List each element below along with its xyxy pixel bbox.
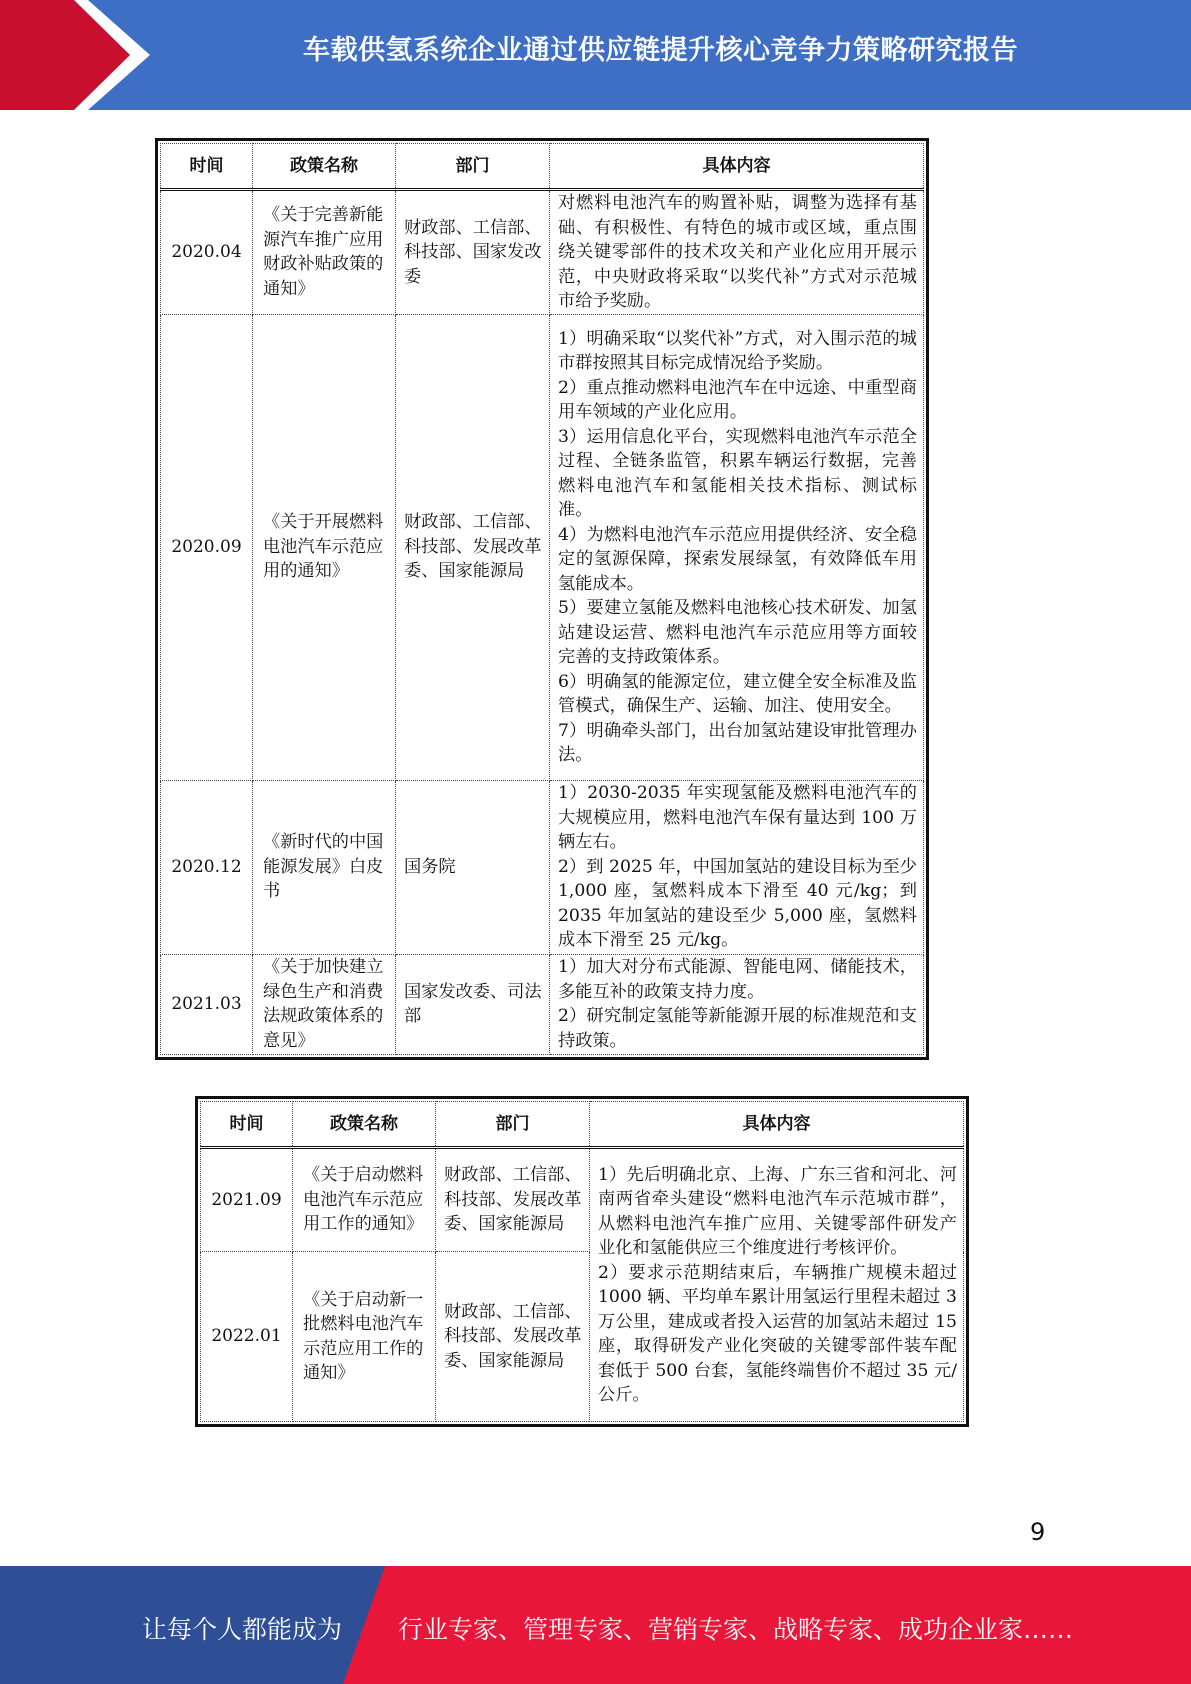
detail-line: 2）研究制定氢能等新能源开展的标准规范和支持政策。 bbox=[558, 1006, 917, 1051]
row-policy-name: 《关于完善新能源汽车推广应用财政补贴政策的通知》 bbox=[253, 190, 396, 315]
table-row bbox=[161, 314, 924, 780]
detail-line: 5）要建立氢能及燃料电池核心技术研发、加氢站建设运营、燃料电池汽车示范应用等方面较完善的支持政策体系。 bbox=[558, 598, 917, 667]
col-header-dept: 部门 bbox=[396, 144, 550, 190]
page-header bbox=[0, 0, 1191, 110]
row-policy-name: 《新时代的中国能源发展》白皮书 bbox=[253, 780, 396, 954]
detail-line: 6）明确氢的能源定位，建立健全安全标准及监管模式，确保生产、运输、加注、使用安全。 bbox=[558, 671, 917, 716]
row-detail bbox=[550, 314, 924, 780]
footer-slogan-left: 让每个人都能成为 bbox=[142, 1615, 343, 1644]
detail-line: 2）要求示范期结束后，车辆推广规模未超过 1000 辆、平均单车累计用氢运行里程未超过 3 万公里，建成或者投入运营的加氢站未超过 15 座，取得研发产业化突破的关键零部件装车配套低于 500 台套，氢能终端售价不超过 35 元/公斤。 bbox=[598, 1262, 957, 1405]
row-detail bbox=[550, 780, 924, 954]
row-date: 2021.03 bbox=[161, 954, 253, 1054]
col-header-dept: 部门 bbox=[436, 1102, 590, 1148]
page-number: 9 bbox=[1030, 1518, 1046, 1546]
col-header-detail: 具体内容 bbox=[590, 1102, 964, 1148]
detail-line: 4）为燃料电池汽车示范应用提供经济、安全稳定的氢源保障，探索发展绿氢，有效降低车用氢能成本。 bbox=[558, 524, 917, 594]
detail-line: 1）先后明确北京、上海、广东三省和河北、河南两省牵头建设“燃料电池汽车示范城市群”，从燃料电池汽车推广应用、关键零部件研发产业化和氢能供应三个维度进行考核评价。 bbox=[598, 1164, 957, 1258]
policy-table-1 bbox=[155, 138, 929, 1060]
chevron-logo-icon bbox=[0, 0, 150, 110]
table-header-row bbox=[201, 1102, 964, 1148]
detail-line: 1）2030-2035 年实现氢能及燃料电池汽车的大规模应用，燃料电池汽车保有量达到 100 万辆左右。 bbox=[558, 783, 917, 853]
row-department: 财政部、工信部、科技部、发展改革委、国家能源局 bbox=[396, 314, 550, 780]
table-row bbox=[161, 190, 924, 315]
col-header-detail: 具体内容 bbox=[550, 144, 924, 190]
row-date: 2021.09 bbox=[201, 1148, 293, 1252]
row-department: 财政部、工信部、科技部、发展改革委、国家能源局 bbox=[436, 1148, 590, 1252]
table-row bbox=[161, 780, 924, 954]
detail-line: 对燃料电池汽车的购置补贴，调整为选择有基础、有积极性、有特色的城市或区域，重点围绕关键零部件的技术攻关和产业化应用开展示范，中央财政将采取“以奖代补”方式对示范城市给予奖励。 bbox=[558, 193, 917, 311]
detail-line: 3）运用信息化平台，实现燃料电池汽车示范全过程、全链条监管，积累车辆运行数据，完善燃料电池汽车和氢能相关技术指标、测试标准。 bbox=[558, 426, 917, 520]
col-header-date: 时间 bbox=[201, 1102, 293, 1148]
table-header-row bbox=[161, 144, 924, 190]
row-date: 2020.09 bbox=[161, 314, 253, 780]
row-detail bbox=[550, 190, 924, 315]
row-policy-name: 《关于加快建立绿色生产和消费法规政策体系的意见》 bbox=[253, 954, 396, 1054]
row-department: 国家发改委、司法部 bbox=[396, 954, 550, 1054]
row-department: 财政部、工信部、科技部、发展改革委、国家能源局 bbox=[436, 1252, 590, 1422]
page-footer bbox=[0, 1566, 1191, 1684]
col-header-policy: 政策名称 bbox=[293, 1102, 436, 1148]
row-policy-name: 《关于启动新一批燃料电池汽车示范应用工作的通知》 bbox=[293, 1252, 436, 1422]
col-header-date: 时间 bbox=[161, 144, 253, 190]
table-row bbox=[201, 1148, 964, 1252]
table-row bbox=[161, 954, 924, 1054]
detail-line: 2）到 2025 年，中国加氢站的建设目标为至少 1,000 座，氢燃料成本下滑至 40 元/kg；到 2035 年加氢站的建设至少 5,000 座，氢燃料成本下滑至 25 元/kg。 bbox=[558, 856, 917, 951]
row-detail-merged bbox=[590, 1148, 964, 1422]
footer-slogan-right: 行业专家、管理专家、营销专家、战略专家、成功企业家…… bbox=[398, 1615, 1074, 1644]
row-policy-name: 《关于启动燃料电池汽车示范应用工作的通知》 bbox=[293, 1148, 436, 1252]
detail-line: 2）重点推动燃料电池汽车在中远途、中重型商用车领域的产业化应用。 bbox=[558, 377, 917, 422]
row-policy-name: 《关于开展燃料电池汽车示范应用的通知》 bbox=[253, 314, 396, 780]
row-date: 2020.12 bbox=[161, 780, 253, 954]
row-department: 国务院 bbox=[396, 780, 550, 954]
row-date: 2022.01 bbox=[201, 1252, 293, 1422]
detail-line: 1）加大对分布式能源、智能电网、储能技术，多能互补的政策支持力度。 bbox=[558, 957, 917, 1002]
row-detail bbox=[550, 954, 924, 1054]
detail-line: 1）明确采取“以奖代补”方式，对入围示范的城市群按照其目标完成情况给予奖励。 bbox=[558, 328, 917, 373]
col-header-policy: 政策名称 bbox=[253, 144, 396, 190]
row-department: 财政部、工信部、科技部、国家发改委 bbox=[396, 190, 550, 315]
policy-table-2 bbox=[195, 1096, 969, 1427]
report-title: 车载供氢系统企业通过供应链提升核心竞争力策略研究报告 bbox=[303, 35, 1018, 66]
detail-line: 7）明确牵头部门，出台加氢站建设审批管理办法。 bbox=[558, 720, 917, 765]
row-date: 2020.04 bbox=[161, 190, 253, 315]
